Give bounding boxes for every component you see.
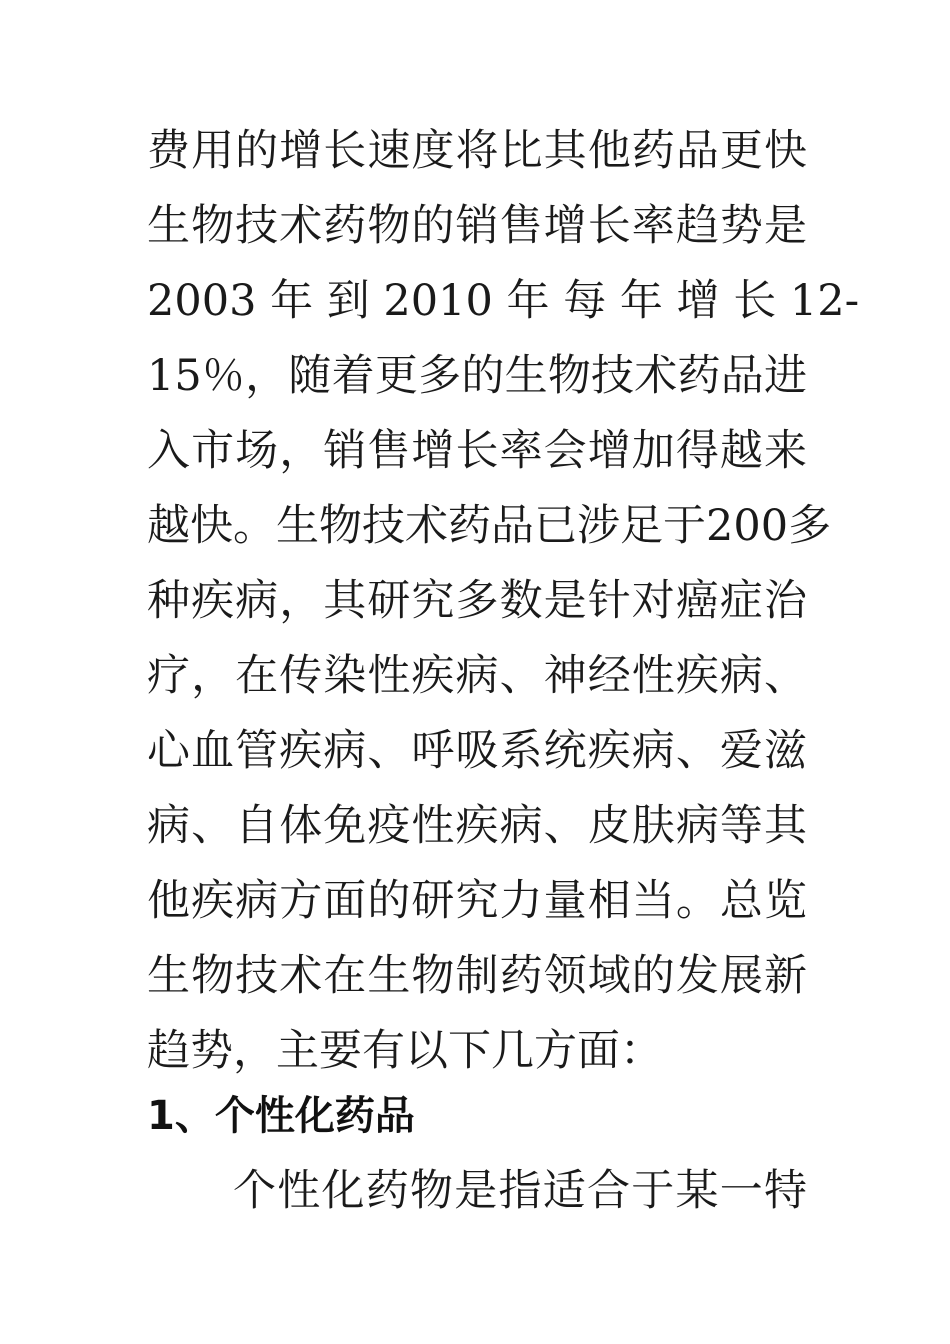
paragraph-line: 费用的增长速度将比其他药品更快 [147, 126, 807, 176]
paragraph-line: 生物技术药物的销售增长率趋势是 [147, 201, 807, 251]
paragraph-line: 2003 年 到 2010 年 每 年 增 长 12- [147, 276, 860, 326]
paragraph-line: 15％，随着更多的生物技术药品进 [147, 351, 807, 401]
paragraph-line: 趋势，主要有以下几方面： [147, 1026, 663, 1076]
paragraph-line: 生物技术在生物制药领域的发展新 [147, 951, 807, 1001]
paragraph-first-line: 个性化药物是指适合于某一特 [233, 1166, 807, 1216]
paragraph-line: 他疾病方面的研究力量相当。总览 [147, 876, 807, 926]
paragraph-line: 种疾病，其研究多数是针对癌症治 [147, 576, 807, 626]
paragraph-line: 疗，在传染性疾病、神经性疾病、 [147, 651, 807, 701]
paragraph-line: 入市场，销售增长率会增加得越来 [147, 426, 807, 476]
paragraph-line: 心血管疾病、呼吸系统疾病、爱滋 [147, 726, 807, 776]
paragraph-line: 越快。生物技术药品已涉足于200多 [147, 501, 832, 551]
section-heading: 1、个性化药品 [147, 1093, 415, 1139]
paragraph-line: 病、自体免疫性疾病、皮肤病等其 [147, 801, 807, 851]
